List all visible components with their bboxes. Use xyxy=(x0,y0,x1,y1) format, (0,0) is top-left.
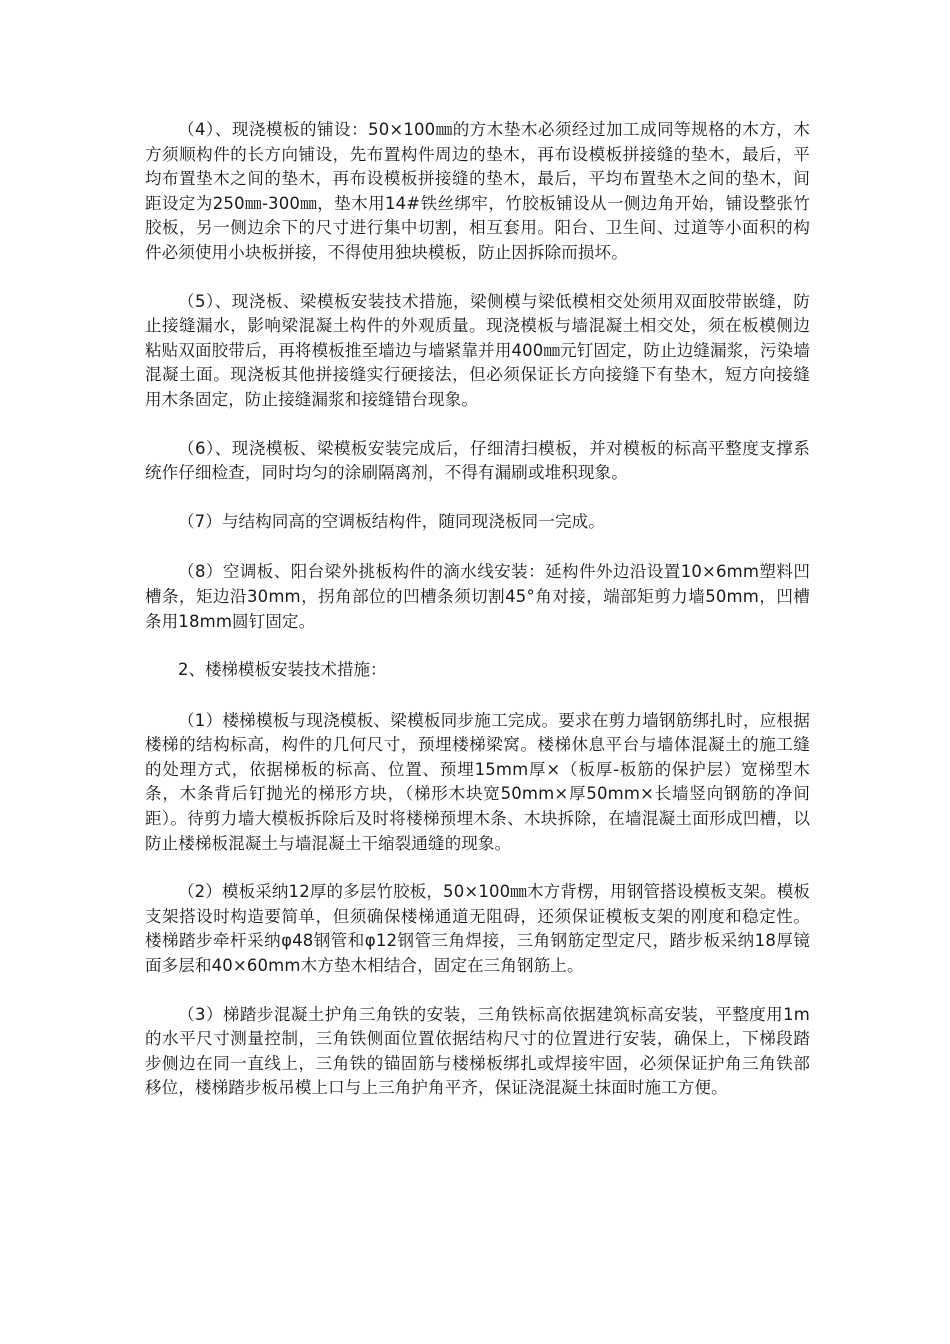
paragraph-5: （5）、现浇板、梁模板安装技术措施，梁侧模与梁低模相交处须用双面胶带嵌缝，防止接缝漏水，影响梁混凝土构件的外观质量。现浇模板与墙混凝土相交处，须在板模侧边粘贴双面胶带后，再将模板推至墙边与墙紧靠并用400㎜元钉固定，防止边缝漏浆，污染墙混凝土面。现浇板其他拼接缝实行硬接法，但必须保证长方向接缝下有垫木，短方向接缝用木条固定，防止接缝漏浆和接缝错台现象。 xyxy=(145,291,810,409)
paragraph-6: （6）、现浇模板、梁模板安装完成后，仔细清扫模板，并对模板的标高平整度支撑系统作仔细检查，同时均匀的涂刷隔离剂，不得有漏刷或堆积现象。 xyxy=(145,438,810,483)
stair-paragraph-3: （3）梯踏步混凝土护角三角铁的安装，三角铁标高依据建筑标高安装，平整度用1m的水平尺寸测量控制，三角铁侧面位置依据结构尺寸的位置进行安装，确保上，下梯段踏步侧边在同一直线上，三角铁的锚固筋与楼梯板绑扎或焊接牢固，必须保证护角三角铁部移位，楼梯踏步板吊模上口与上三角护角平齐，保证浇混凝土抹面时施工方便。 xyxy=(145,1004,810,1098)
section-heading-stairs: 2、楼梯模板安装技术措施： xyxy=(178,660,387,680)
paragraph-8: （8）空调板、阳台梁外挑板构件的滴水线安装：延构件外边沿设置10×6mm塑料凹槽条，矩边沿30mm，拐角部位的凹槽条须切割45°角对接，端部矩剪力墙50mm，凹槽条用18mm圆钉固定。 xyxy=(145,562,810,631)
paragraph-4: （4）、现浇模板的铺设：50×100㎜的方木垫木必须经过加工成同等规格的木方，木方须顺构件的长方向铺设，先布置构件周边的垫木，再布设模板拼接缝的垫木，最后，平均布置垫木之间的垫木，再布设模板拼接缝的垫木，最后，平均布置垫木之间的垫木，间距设定为250㎜-300㎜，垫木用14#铁丝绑牢，竹胶板铺设从一侧边角开始，铺设整张竹胶板，另一侧边余下的尺寸进行集中切割，相互套用。阳台、卫生间、过道等小面积的构件必须使用小块板拼接，不得使用独块模板，防止因拆除而损坏。 xyxy=(145,120,810,262)
stair-paragraph-2: （2）模板采纳12厚的多层竹胶板，50×100㎜木方背楞，用钢管搭设模板支架。模板支架搭设时构造要简单，但须确保楼梯通道无阻碍，还须保证模板支架的刚度和稳定性。楼梯踏步牵杆采纳φ48钢管和φ12钢管三角焊接，三角钢筋定型定尺，踏步板采纳18厚镜面多层和40×60mm木方垫木相结合，固定在三角钢筋上。 xyxy=(145,882,810,976)
document-page xyxy=(145,118,810,1125)
stair-paragraph-1: （1）楼梯模板与现浇模板、梁模板同步施工完成。要求在剪力墙钢筋绑扎时，应根据楼梯的结构标高，构件的几何尺寸，预埋楼梯梁窝。楼梯休息平台与墙体混凝土的施工缝的处理方式，依据梯板的标高、位置、预埋15mm厚×（板厚-板筋的保护层）宽梯型木条，木条背后钉抛光的梯形方块，（梯形木块宽50mm×厚50mm×长墙竖向钢筋的净间距）。待剪力墙大模板拆除后及时将楼梯预埋木条、木块拆除，在墙混凝土面形成凹槽，以防止楼梯板混凝土与墙混凝土干缩裂通缝的现象。 xyxy=(145,710,810,853)
paragraph-7: （7）与结构同高的空调板结构件，随同现浇板同一完成。 xyxy=(178,511,605,531)
